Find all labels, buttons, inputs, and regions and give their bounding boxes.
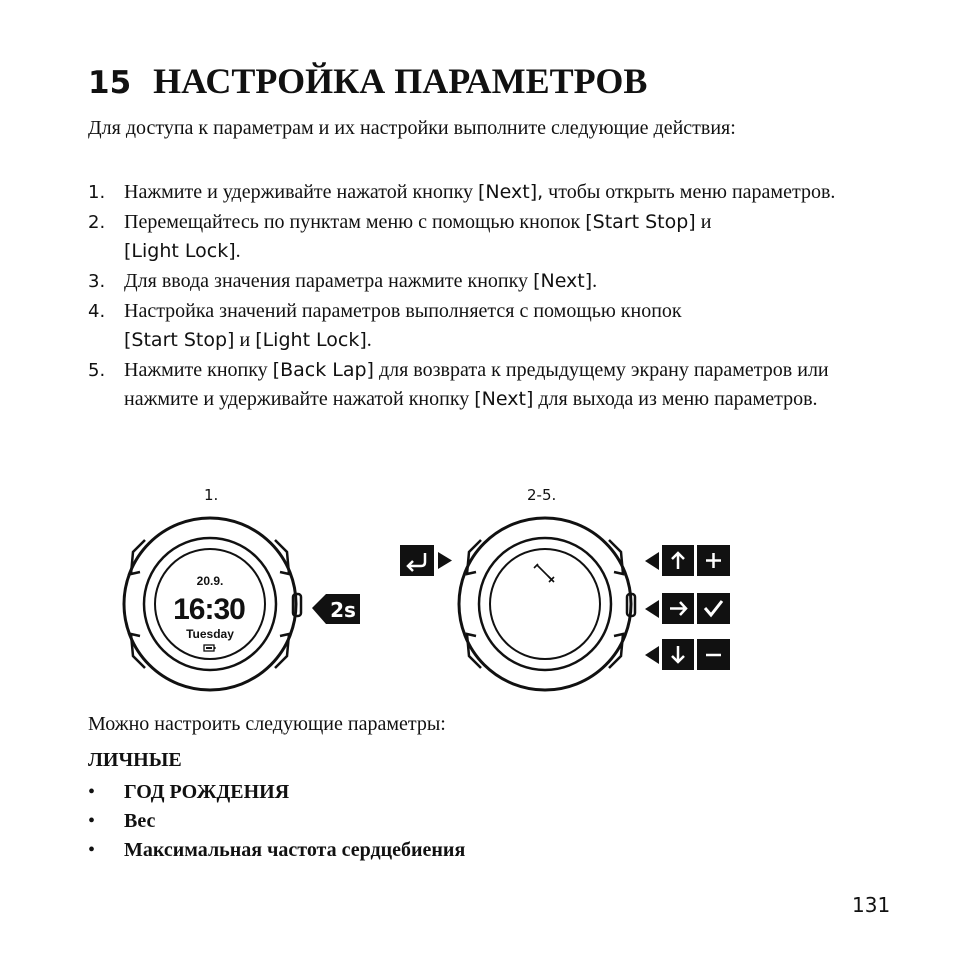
button-reference: [Next],	[478, 181, 544, 203]
step-item: 2. Перемещайтесь по пунктам меню с помощью кнопок [Start Stop] и [Light Lock].	[88, 208, 888, 266]
step-number: 2.	[88, 212, 106, 233]
button-reference: [Next]	[474, 388, 534, 410]
down-arrow-icon	[645, 639, 694, 670]
watch-day: Tuesday	[186, 627, 234, 641]
step-item: 1. Нажмите и удерживайте нажатой кнопку [Next], чтобы открыть меню параметров.	[88, 178, 888, 207]
back-arrow-icon	[400, 545, 452, 576]
check-icon	[697, 593, 730, 624]
step-number: 5.	[88, 360, 106, 381]
button-reference: [Next]	[533, 270, 593, 292]
chapter-title: НАСТРОЙКА ПАРАМЕТРОВ	[153, 61, 648, 101]
watch-date: 20.9.	[196, 574, 224, 588]
button-reference: [Back Lap]	[272, 359, 374, 381]
figure-label-step-1: 1.	[204, 486, 219, 504]
watch-time: 16:30	[173, 593, 245, 626]
up-arrow-icon	[645, 545, 694, 576]
button-reference: [Light Lock]	[255, 329, 367, 351]
step-item: 5. Нажмите кнопку [Back Lap] для возврата к предыдущему экрану параметров или нажмите и удерживайте нажатой кнопку [Next] для выхода из меню параметров.	[88, 356, 888, 414]
hold-badge-label: 2s	[330, 598, 356, 622]
right-arrow-icon	[645, 593, 694, 624]
step-item: 4. Настройка значений параметров выполняется с помощью кнопок [Start Stop] и [Light Lock].	[88, 297, 888, 355]
minus-icon	[697, 639, 730, 670]
wrench-icon	[534, 564, 554, 582]
step-item: 3. Для ввода значения параметра нажмите кнопку [Next].	[88, 267, 888, 296]
step-number: 3.	[88, 271, 106, 292]
button-reference: [Start Stop]	[124, 329, 235, 351]
battery-icon	[204, 645, 216, 651]
watch-right-bezel	[459, 518, 631, 690]
list-item: • Максимальная частота сердцебиения	[88, 836, 465, 865]
intro-paragraph: Для доступа к параметрам и их настройки выполните следующие действия:	[88, 117, 736, 139]
watch-right-display	[490, 549, 600, 659]
step-number: 1.	[88, 182, 106, 203]
bullet-icon: •	[88, 781, 96, 803]
step-number: 4.	[88, 301, 106, 322]
page-number: 131	[852, 893, 891, 917]
watch-right-dial-ring	[479, 538, 611, 670]
settings-intro: Можно настроить следующие параметры:	[88, 713, 446, 735]
watch-right	[459, 518, 635, 690]
section-title: ЛИЧНЫЕ	[88, 749, 182, 771]
list-item: • ГОД РОЖДЕНИЯ	[88, 778, 465, 807]
list-item: • Вес	[88, 807, 465, 836]
button-reference: [Start Stop]	[585, 211, 696, 233]
chapter-number: 15	[88, 65, 132, 101]
plus-icon	[697, 545, 730, 576]
bullet-icon: •	[88, 810, 96, 832]
button-reference: [Light Lock]	[124, 240, 236, 262]
bullet-icon: •	[88, 839, 96, 861]
figure-label-steps-2-5: 2-5.	[527, 486, 557, 504]
settings-list	[88, 778, 465, 865]
